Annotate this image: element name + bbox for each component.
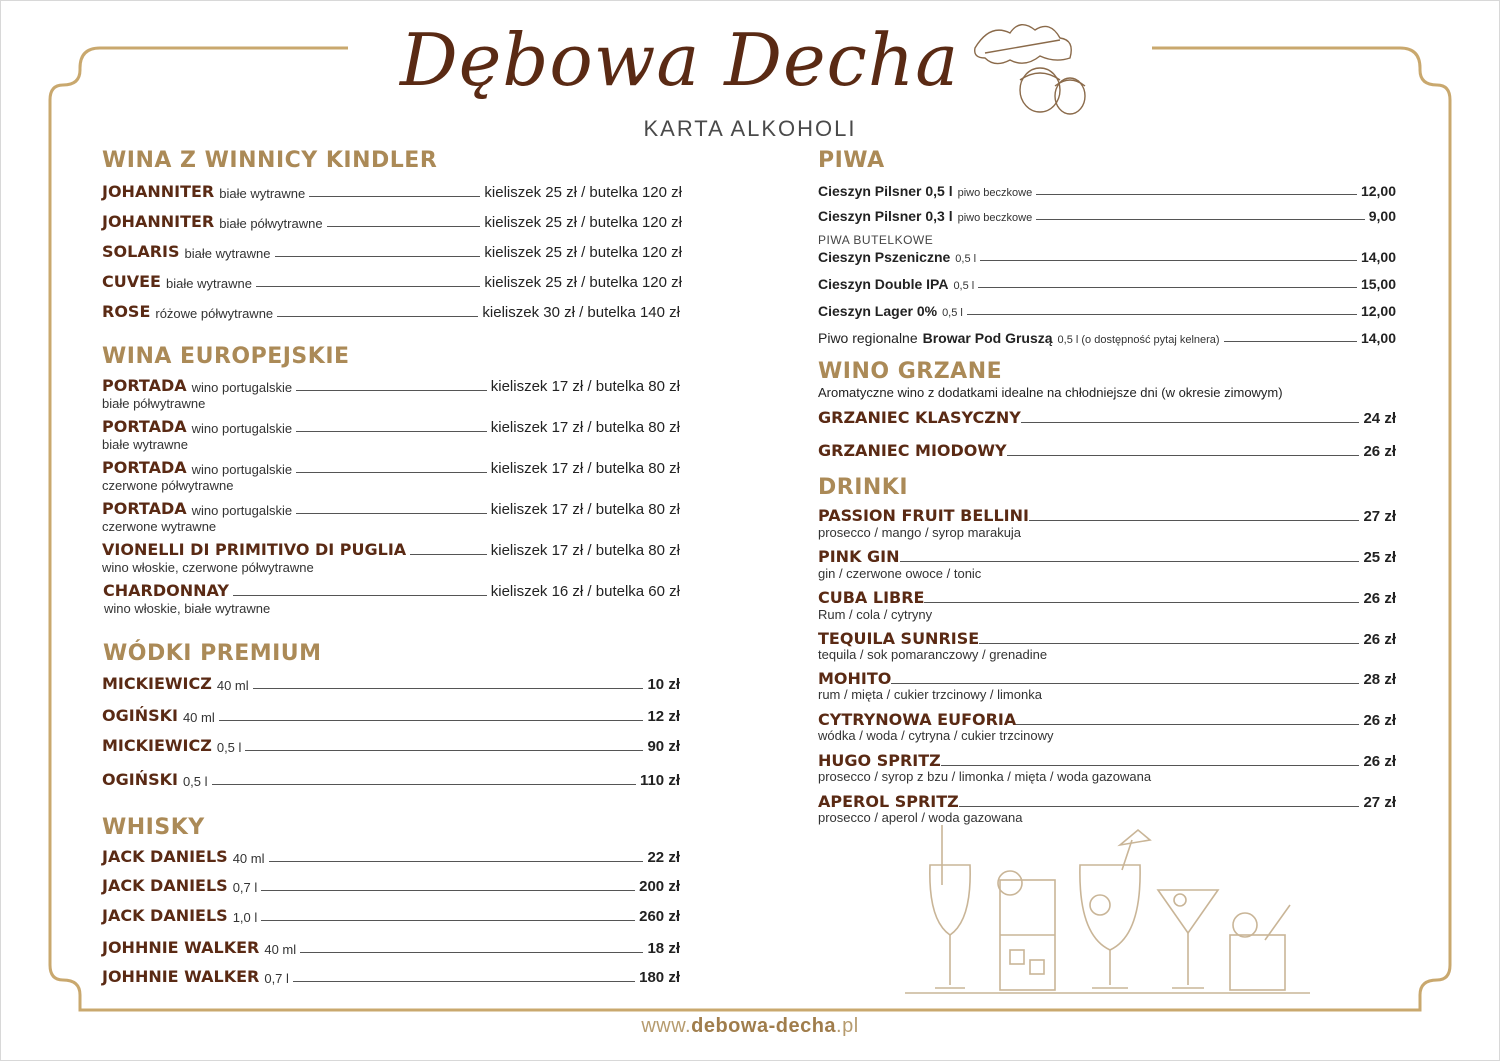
item-desc: wino portugalskie bbox=[191, 380, 293, 395]
item-subtitle: białe półwytrawne bbox=[102, 396, 206, 411]
menu-row bbox=[102, 876, 680, 895]
leader-line bbox=[1007, 455, 1360, 456]
item-subtitle: prosecco / syrop z bzu / limonka / mięta / woda gazowana bbox=[818, 769, 1152, 784]
menu-row bbox=[102, 706, 680, 725]
menu-row bbox=[102, 906, 680, 925]
leader-line bbox=[245, 750, 643, 751]
item-price: 180 zł bbox=[639, 969, 680, 986]
item-desc: wino portugalskie bbox=[191, 462, 293, 477]
item-subtitle: prosecco / mango / syrop marakuja bbox=[818, 525, 1022, 540]
leader-line bbox=[253, 688, 644, 689]
item-price: 22 zł bbox=[647, 849, 680, 866]
item-name: MICKIEWICZ bbox=[102, 674, 212, 693]
item-name: JOHHNIE WALKER bbox=[102, 938, 260, 957]
footer-website[interactable] bbox=[0, 1015, 1500, 1038]
item-price: 12 zł bbox=[647, 708, 680, 725]
menu-row bbox=[102, 736, 680, 755]
item-name: VIONELLI DI PRIMITIVO DI PUGLIA bbox=[102, 540, 407, 559]
leader-line bbox=[327, 226, 481, 227]
item-name: CYTRYNOWA EUFORIA bbox=[818, 710, 1017, 729]
item-desc: białe wytrawne bbox=[184, 246, 271, 261]
menu-row bbox=[103, 581, 680, 600]
item-desc: 0,5 l (o dostępność pytaj kelnera) bbox=[1057, 334, 1220, 346]
item-desc: 0,5 l bbox=[942, 307, 963, 319]
item-price: 200 zł bbox=[639, 878, 680, 895]
item-desc: 40 ml bbox=[232, 851, 265, 866]
footer-prefix: www. bbox=[641, 1015, 692, 1037]
item-price: 12,00 bbox=[1360, 183, 1396, 199]
menu-row bbox=[818, 408, 1396, 427]
leader-line bbox=[296, 390, 487, 391]
item-name: APEROL SPRITZ bbox=[818, 792, 959, 811]
leader-line bbox=[293, 981, 635, 982]
heading-wina-europejskie: WINA EUROPEJSKIE bbox=[102, 344, 350, 369]
item-name: PORTADA bbox=[102, 376, 187, 395]
menu-row bbox=[102, 272, 682, 291]
item-price: 260 zł bbox=[639, 908, 680, 925]
leader-line bbox=[410, 554, 487, 555]
item-name: CUBA LIBRE bbox=[818, 588, 925, 607]
leader-line bbox=[233, 595, 487, 596]
item-name: PORTADA bbox=[102, 458, 187, 477]
leader-line bbox=[1036, 219, 1365, 220]
leader-line bbox=[261, 920, 635, 921]
leader-line bbox=[277, 316, 478, 317]
item-price: kieliszek 30 zł / butelka 140 zł bbox=[482, 304, 680, 321]
item-price: kieliszek 17 zł / butelka 80 zł bbox=[490, 419, 680, 436]
menu-row bbox=[818, 588, 1396, 607]
item-desc: wino portugalskie bbox=[191, 503, 293, 518]
leader-line bbox=[959, 806, 1360, 807]
item-name: OGIŃSKI bbox=[102, 706, 178, 725]
item-desc: 0,5 l bbox=[955, 253, 977, 265]
item-desc: 1,0 l bbox=[232, 910, 258, 925]
leader-line bbox=[1021, 422, 1360, 423]
menu-row bbox=[818, 183, 1396, 199]
menu-row bbox=[102, 376, 680, 395]
item-name: PINK GIN bbox=[818, 547, 900, 566]
item-price: 24 zł bbox=[1363, 410, 1396, 427]
item-name: MICKIEWICZ bbox=[102, 736, 212, 755]
item-price: 14,00 bbox=[1360, 330, 1396, 346]
item-desc: wino portugalskie bbox=[191, 421, 293, 436]
item-name: GRZANIEC MIODOWY bbox=[818, 441, 1007, 460]
leader-line bbox=[296, 431, 487, 432]
item-price: 26 zł bbox=[1363, 753, 1396, 770]
menu-row bbox=[818, 249, 1396, 265]
item-desc: piwo beczkowe bbox=[957, 212, 1033, 224]
item-subtitle: wino włoskie, czerwone półwytrawne bbox=[102, 560, 314, 575]
item-desc: 40 ml bbox=[182, 710, 215, 725]
item-desc: 0,7 l bbox=[232, 880, 258, 895]
item-desc: 40 ml bbox=[264, 942, 297, 957]
leader-line bbox=[979, 643, 1359, 644]
item-name: JACK DANIELS bbox=[102, 847, 228, 866]
leader-line bbox=[924, 602, 1359, 603]
item-price: 25 zł bbox=[1363, 549, 1396, 566]
leader-line bbox=[261, 890, 635, 891]
menu-row bbox=[818, 208, 1396, 224]
item-subtitle: gin / czerwone owoce / tonic bbox=[818, 566, 982, 581]
item-name: MOHITO bbox=[818, 669, 892, 688]
menu-row bbox=[818, 751, 1396, 770]
item-name: ROSE bbox=[102, 302, 151, 321]
item-name: GRZANIEC KLASYCZNY bbox=[818, 408, 1021, 427]
menu-row bbox=[818, 710, 1396, 729]
leader-line bbox=[941, 765, 1360, 766]
leader-line bbox=[900, 561, 1360, 562]
leader-line bbox=[219, 720, 644, 721]
item-name: HUGO SPRITZ bbox=[818, 751, 941, 770]
item-desc: 0,5 l bbox=[953, 280, 975, 292]
item-subtitle: czerwone półwytrawne bbox=[102, 478, 234, 493]
item-name: Cieszyn Lager 0% bbox=[818, 303, 938, 319]
heading-wina-kindler: WINA Z WINNICY KINDLER bbox=[102, 148, 438, 173]
item-subtitle: prosecco / aperol / woda gazowana bbox=[818, 810, 1023, 825]
item-subtitle: tequila / sok pomaranczowy / grenadine bbox=[818, 647, 1048, 662]
item-price: kieliszek 25 zł / butelka 120 zł bbox=[484, 274, 682, 291]
leader-line bbox=[1224, 341, 1357, 342]
item-subtitle: wódka / woda / cytryna / cukier trzcinowy bbox=[818, 728, 1054, 743]
leader-line bbox=[1029, 520, 1359, 521]
menu-row bbox=[102, 847, 680, 866]
menu-row bbox=[818, 629, 1396, 648]
item-name: JACK DANIELS bbox=[102, 906, 228, 925]
item-name: JACK DANIELS bbox=[102, 876, 228, 895]
logo-subtitle: KARTA ALKOHOLI bbox=[643, 116, 857, 141]
menu-row bbox=[818, 547, 1396, 566]
item-price: kieliszek 25 zł / butelka 120 zł bbox=[484, 214, 682, 231]
item-price: kieliszek 25 zł / butelka 120 zł bbox=[484, 184, 682, 201]
menu-row bbox=[818, 669, 1396, 688]
cocktail-glasses-illustration bbox=[900, 825, 1320, 1005]
item-name: CUVEE bbox=[102, 272, 161, 291]
item-price: 14,00 bbox=[1360, 249, 1396, 265]
item-price: 26 zł bbox=[1363, 443, 1396, 460]
menu-row bbox=[102, 212, 682, 231]
item-price: kieliszek 17 zł / butelka 80 zł bbox=[490, 460, 680, 477]
leader-line bbox=[891, 683, 1359, 684]
item-price: 26 zł bbox=[1363, 590, 1396, 607]
menu-row bbox=[102, 770, 680, 789]
item-name: Cieszyn Double IPA bbox=[818, 276, 949, 292]
item-name: JOHHNIE WALKER bbox=[102, 967, 260, 986]
item-desc: różowe półwytrawne bbox=[155, 306, 274, 321]
leader-line bbox=[980, 260, 1357, 261]
item-desc: piwo beczkowe bbox=[957, 187, 1033, 199]
item-name: Cieszyn Pilsner 0,3 l bbox=[818, 208, 953, 224]
item-desc: 0,5 l bbox=[182, 774, 208, 789]
menu-row bbox=[102, 182, 682, 201]
item-desc: białe wytrawne bbox=[219, 186, 306, 201]
menu-row bbox=[102, 938, 680, 957]
footer-domain: debowa-decha bbox=[691, 1015, 837, 1037]
leader-line bbox=[1016, 724, 1359, 725]
logo-title: Dębowa Decha bbox=[400, 18, 960, 102]
item-name: TEQUILA SUNRISE bbox=[818, 629, 980, 648]
item-price: 28 zł bbox=[1363, 671, 1396, 688]
menu-row bbox=[102, 458, 680, 477]
wino-grzane-note: Aromatyczne wino z dodatkami idealne na chłodniejsze dni (w okresie zimowym) bbox=[818, 385, 1283, 400]
item-name: PORTADA bbox=[102, 499, 187, 518]
leader-line bbox=[309, 196, 480, 197]
item-name: PASSION FRUIT BELLINI bbox=[818, 506, 1029, 525]
item-name: Cieszyn Pszeniczne bbox=[818, 249, 951, 265]
item-desc: białe wytrawne bbox=[165, 276, 252, 291]
item-subtitle: czerwone wytrawne bbox=[102, 519, 217, 534]
menu-row bbox=[818, 792, 1396, 811]
item-price: kieliszek 16 zł / butelka 60 zł bbox=[490, 583, 680, 600]
menu-row bbox=[102, 967, 680, 986]
heading-wino-grzane: WINO GRZANE bbox=[818, 359, 1003, 384]
leader-line bbox=[967, 314, 1357, 315]
leader-line bbox=[296, 513, 487, 514]
menu-row bbox=[102, 540, 680, 559]
item-desc: 0,5 l bbox=[216, 740, 242, 755]
item-name: Browar Pod Gruszą bbox=[922, 330, 1053, 346]
item-price: 12,00 bbox=[1360, 303, 1396, 319]
item-price: kieliszek 17 zł / butelka 80 zł bbox=[490, 542, 680, 559]
item-price: 27 zł bbox=[1363, 794, 1396, 811]
item-price: 26 zł bbox=[1363, 631, 1396, 648]
item-name: PORTADA bbox=[102, 417, 187, 436]
acorn-oak-leaf-icon bbox=[965, 18, 1095, 118]
leader-line bbox=[296, 472, 487, 473]
item-price: 27 zł bbox=[1363, 508, 1396, 525]
leader-line bbox=[256, 286, 480, 287]
leader-line bbox=[1036, 194, 1357, 195]
item-subtitle: białe wytrawne bbox=[102, 437, 188, 452]
item-price: kieliszek 17 zł / butelka 80 zł bbox=[490, 378, 680, 395]
leader-line bbox=[300, 952, 643, 953]
item-price: kieliszek 17 zł / butelka 80 zł bbox=[490, 501, 680, 518]
menu-row bbox=[102, 302, 680, 321]
item-price: kieliszek 25 zł / butelka 120 zł bbox=[484, 244, 682, 261]
item-prefix: Piwo regionalne bbox=[818, 330, 918, 346]
item-subtitle: rum / mięta / cukier trzcinowy / limonka bbox=[818, 687, 1042, 702]
item-subtitle: Rum / cola / cytryny bbox=[818, 607, 933, 622]
subheading-piwa-butelkowe: PIWA BUTELKOWE bbox=[818, 233, 934, 247]
leader-line bbox=[275, 256, 481, 257]
footer-suffix: .pl bbox=[836, 1015, 859, 1037]
menu-row bbox=[102, 674, 680, 693]
item-price: 110 zł bbox=[639, 772, 680, 789]
item-name: CHARDONNAY bbox=[103, 581, 229, 600]
item-name: Cieszyn Pilsner 0,5 l bbox=[818, 183, 953, 199]
item-price: 10 zł bbox=[647, 676, 680, 693]
item-name: OGIŃSKI bbox=[102, 770, 178, 789]
item-desc: 0,7 l bbox=[264, 971, 289, 986]
item-desc: białe półwytrawne bbox=[219, 216, 323, 231]
item-name: SOLARIS bbox=[102, 242, 180, 261]
item-desc: 40 ml bbox=[216, 678, 249, 693]
item-price: 18 zł bbox=[647, 940, 680, 957]
menu-row bbox=[818, 441, 1396, 460]
heading-whisky: WHISKY bbox=[102, 815, 205, 840]
menu-row bbox=[818, 330, 1396, 346]
menu-row bbox=[102, 417, 680, 436]
menu-row bbox=[818, 506, 1396, 525]
leader-line bbox=[212, 784, 636, 785]
leader-line bbox=[269, 861, 644, 862]
item-price: 26 zł bbox=[1363, 712, 1396, 729]
leader-line bbox=[978, 287, 1357, 288]
menu-row bbox=[102, 242, 682, 261]
item-name: JOHANNITER bbox=[102, 182, 215, 201]
menu-row bbox=[818, 303, 1396, 319]
heading-wodki: WÓDKI PREMIUM bbox=[103, 641, 322, 666]
item-price: 90 zł bbox=[647, 738, 680, 755]
item-price: 15,00 bbox=[1360, 276, 1396, 292]
item-price: 9,00 bbox=[1368, 208, 1396, 224]
item-subtitle: wino włoskie, białe wytrawne bbox=[104, 601, 271, 616]
menu-row bbox=[102, 499, 680, 518]
menu-row bbox=[818, 276, 1396, 292]
heading-piwa: PIWA bbox=[818, 148, 885, 173]
item-name: JOHANNITER bbox=[102, 212, 215, 231]
heading-drinki: DRINKI bbox=[818, 475, 909, 500]
